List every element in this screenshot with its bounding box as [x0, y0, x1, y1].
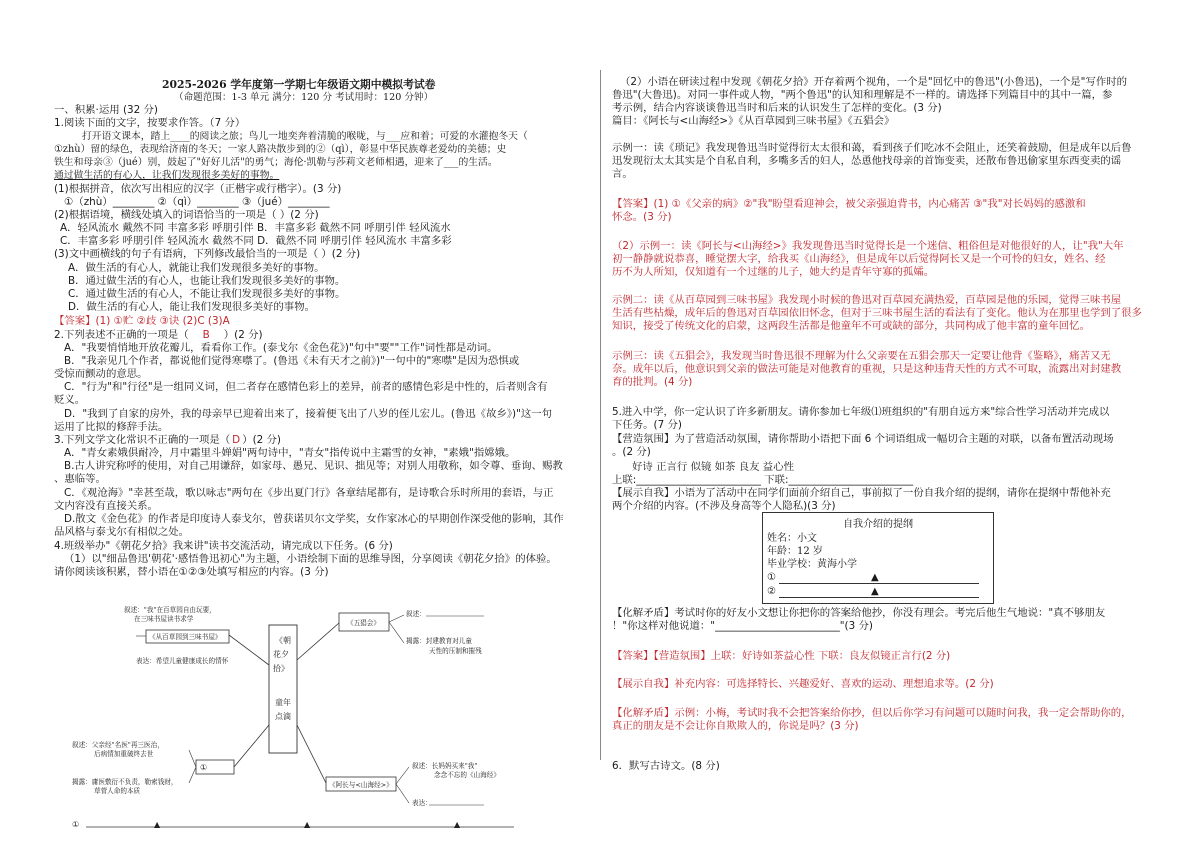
q4-answer-example: 生活有些枯燥，成年后的鲁迅对百草园依旧怀念，但对于三味书屋生活的看法有了变化。他认为在那里也学到了很多	[612, 307, 1142, 319]
mind-map-node-3-detail: 后病情加重破终去世	[94, 750, 154, 758]
q2-option: B．"我亲见几个作者，都说他们觉得寒噤了。(鲁迅《未有天才之前》)"一句中的"寒噤"是因为恐惧或	[64, 355, 520, 367]
q4-answer-example: 奈。成年以后，他意识到父亲的做法可能是对他教育的重视，只是这种违背天性的方式不可取，流露出对封建教	[612, 363, 1122, 375]
q4-sub2-cont: 考示例，结合内容谈谈鲁迅当时和后来的认识发生了怎样的变化。(3 分)	[612, 102, 942, 114]
q5-sub2: 【展示自我】小语为了活动中在同学们面前介绍自己，事前拟了一份自我介绍的提纲，请你在提纲中帮他补充	[612, 487, 1111, 499]
outline-age: 年龄：12 岁	[767, 546, 823, 557]
q1-option: D．做生活的有心人，能让我们发现很多美好的事物。	[68, 301, 315, 313]
q4-sub2-cont: 鲁迅"(大鲁迅)。对同一事件或人物，"两个鲁迅"的认知和理解是不一样的。请选择下列篇目中的其中一篇，参	[612, 89, 1113, 101]
q1-option: C．通过做生活的有心人，不能让我们发现很多美好的事物。	[68, 288, 346, 300]
q2-stem: 2.下列表述不正确的一项是（ B ）(2 分)	[54, 329, 263, 341]
mind-map-center-text: 花夕	[273, 650, 289, 659]
mind-map-node-3-detail: 揭露：庸医敷衍不负责，勒索钱财，	[72, 778, 178, 786]
q3-option-cont: 品风格与泰戈尔有相似之处。	[54, 526, 190, 538]
q3-answer: D	[232, 434, 241, 446]
q1-passage-line: 打开语文课本，踏上____的阅读之旅；鸟儿一地奕奔着清脆的喉咙，与___应和着；可爱的水灌抱冬天（	[82, 131, 528, 142]
mind-map-center-text: 《朝	[275, 636, 291, 645]
outline-blank-mark: ▲	[871, 572, 879, 583]
q6-stem: 6．默写古诗文。(8 分)	[612, 760, 720, 772]
mind-map-node-3-detail: 草菅人命的本质	[94, 787, 141, 795]
outline-blank-1: ①	[767, 572, 776, 583]
q1-answer: 【答案】(1) ①贮 ②歧 ③诀 (2)C (3)A	[54, 315, 230, 327]
q5-sub3-cont: ！"你这样对他说道："________________________"(3 分)	[612, 620, 873, 632]
mind-map-node-2-detail: 天性的压制和摧残	[429, 647, 482, 655]
q5-answer: 【展示自我】补充内容：可选择特长、兴趣爱好、喜欢的运动、理想追求等。(2 分)	[612, 678, 994, 690]
q4-answer: 【答案】(1) ①《父亲的病》②"我"盼望看迎神会，被父亲强迫背书，内心痛苦 ③"我"对长妈妈的感激和	[612, 198, 1086, 210]
q1-sub3: (3)文中画横线的句子有语病，下列修改最恰当的一项是（ ）(2 分)	[54, 248, 361, 260]
q1-option-row: C．丰富多彩 呼朋引伴 轻风流水 截然不同 D．截然不同 呼朋引伴 轻风流水 丰富多彩	[60, 235, 452, 247]
q1-passage-line: 铁生和母亲③（jué）别，鼓起了"好好儿活"的勇气；海伦·凯勒与莎莉文老师相遇，迎来了___的生活。	[54, 157, 498, 168]
q5-stem: 5.进入中学，你一定认识了许多新朋友。请你参加七年级⑴班组织的"有朋自远方来"综合性学习活动并完成以	[612, 406, 1110, 418]
q5-answer: 【答案】【营造氛围】上联：好诗如茶益心性 下联：良友似镜正言行(2 分)	[612, 650, 951, 662]
q2-option-cont: 受惊而颤动的意思。	[54, 368, 148, 380]
q5-words: 好诗 正言行 似镜 如茶 良友 益心性	[632, 461, 794, 473]
mind-map-node-4-detail: 表达：	[412, 799, 432, 807]
mind-map-node-2-title: 《五猖会》	[347, 619, 380, 627]
answer-blank-triangle: ▲	[154, 820, 161, 829]
q3-option: D.散文《金色花》的作者是印度诗人泰戈尔，曾获诺贝尔文学奖，女作家冰心的早期创作深受他的影响，其作	[64, 513, 564, 525]
q1-sub1: (1)根据拼音，依次写出相应的汉字（正楷字或行楷字）。(3 分)	[54, 183, 342, 195]
q4-answer-example: 育的批判。(4 分)	[612, 376, 693, 388]
q4-answer-example: 初一静静就说恭喜，睡觉摆大字，给我买《山海经》，但是成年以后觉得阿长又是一个可怜的妇女，姓名、经	[612, 253, 1106, 265]
mind-map-center-text: 童年	[275, 698, 291, 707]
q4-sub1: （1）以"细品鲁迅'朝花'·感悟鲁迅初心"为主题，小语绘制下面的思维导图，分享阅读《朝花夕拾》的体验。	[64, 553, 557, 565]
mind-map-center-text: 拾》	[273, 664, 289, 673]
q4-answer-example: 知识，接受了传统文化的启蒙，这两段生活都是他童年不可或缺的部分，共同构成了他丰富的童年回忆。	[612, 320, 1090, 332]
q4-stem: 4.班级举办"《朝花夕拾》我来讲"读书交流活动，请完成以下任务。(6 分)	[54, 540, 393, 552]
mind-map-node-2-detail: 揭露：封建教育对儿童	[406, 637, 472, 645]
mind-map-node-4-title: 《阿长与<山海经>》	[329, 781, 393, 789]
q4-sub2-list: 篇目：《阿长与<山海经>》《从百草园到三味书屋》《五猖会》	[612, 115, 895, 127]
q4-answer: 怀念。(3 分)	[612, 211, 672, 223]
q2-answer: B	[202, 329, 210, 341]
outline-title: 自我介绍的提纲	[843, 519, 913, 530]
q5-sub3: 【化解矛盾】考试时你的好友小文想让你把你的答案给他抄，你没有理会。考完后他生气地说："真不够朋友	[612, 607, 1106, 619]
outline-blank-mark: ▲	[871, 586, 879, 597]
example-text: 言。	[612, 168, 633, 180]
q1-passage-underlined: 通过做生活的有心人，让我们发现很多美好的事物。	[54, 170, 280, 181]
example-text: 迅发现衍太太其实是个自私自利，多嘴多舌的妇人，怂恿他找母亲的首饰变卖，还散布鲁迅偷家里东西变卖的谣	[612, 155, 1122, 167]
q5-stem-cont: 下任务。(7 分)	[612, 419, 682, 431]
q3-option-cont: 文内容没有直接关系。	[54, 500, 158, 512]
q2-option-cont: 运用了比拟的修辞手法。	[54, 421, 169, 433]
q2-option: C．"行为"和"行径"是一组同义词，但二者存在感情色彩上的差异，前者的感情色彩是中性的，后者则含有	[64, 381, 548, 393]
self-intro-outline-box	[762, 512, 994, 604]
q3-option: B.古人讲究称呼的使用，对自己用谦辞，如家母、愚兄、见识、拙见等；对别人用敬称，如令尊、垂询、赐教	[64, 460, 563, 472]
q1-passage-line: ①zhù）留的绿色，表现给济南的冬天；一家人路决散步到的②（qì），彰显中华民族尊老爱幼的美德；史	[54, 144, 507, 155]
q1-option: B．通过做生活的有心人，也能让我们发现很多美好的事物。	[68, 275, 346, 287]
mind-map-node-1-detail: 叙述："我"在百草园自由玩要，	[124, 606, 216, 614]
q1-pinyin: ①（zhù）________ ②（qì）________ ③（jué）________	[64, 196, 330, 208]
mind-map-node-1-detail: 表达：希望儿童健康成长的情怀	[136, 657, 229, 665]
q3-option-cont: 、惠临等。	[54, 473, 106, 485]
outline-line-2	[779, 597, 979, 598]
q4-answer-example: 历不为人所知，仅知道有一个过继的儿子，她大约是青年守寡的孤孀。	[612, 266, 935, 278]
exam-subtitle: （命题范围：1-3 单元 满分：120 分 考试用时：120 分钟）	[174, 92, 434, 103]
q1-stem: 1.阅读下面的文字，按要求作答。（7 分）	[54, 117, 246, 129]
mind-map-node-4-detail: 叙述：长妈妈买来"我"	[412, 762, 478, 770]
outline-line-1	[779, 583, 979, 584]
mind-map-node-1-detail: 在三味书屋读书求学	[134, 615, 194, 623]
q3-option: C．《观沧海》"幸甚至哉，歌以咏志"两句在《步出夏门行》各章结尾都有，是诗歌合乐时所用的套语，与正	[64, 487, 554, 499]
mind-map-node-1-title: 《从百草园到三味书屋》	[149, 633, 222, 641]
q5-answer: 真正的朋友是不会让你自欺欺人的，你说是吗？(3 分)	[612, 720, 859, 732]
answer-blank-triangle: ▲	[304, 820, 311, 829]
section-heading: 一、积累·运用 (32 分)	[54, 104, 158, 116]
q4-answer-example: 示例二：读《从百草园到三味书屋》我发现小时候的鲁迅对百草园充满热爱，百草园是他的乐园，觉得三味书屋	[612, 294, 1122, 306]
column-divider	[600, 70, 601, 760]
exam-title: 2025-2026 学年度第一学期七年级语文期中模拟考试卷	[162, 78, 436, 91]
q4-answer-example: （2）示例一：读《阿长与<山海经>》我发现鲁迅当时觉得长是一个迷信、粗俗但是对他很好的人，让"我"大年	[612, 240, 1124, 252]
q2-option-cont: 贬义。	[54, 394, 86, 406]
q5-sub1: 【营造氛围】为了营造活动氛围，请你帮助小语把下面 6 个词语组成一幅切合主题的对联，以备布置活动现场	[612, 433, 1114, 445]
q2-option: A．"我要悄悄地开放花瓣儿，看看你工作。(泰戈尔《金色花》)"句中"要""工作"词性都是动词。	[64, 342, 498, 354]
q4-sub2: （2）小语在研读过程中发现《朝花夕拾》开存着两个视角，一个是"回忆中的鲁迅"(小鲁迅)，一个是"写作时的	[620, 76, 1128, 88]
q4-answer-example: 示例三：读《五猖会》，我发现当时鲁迅很不理解为什么父亲要在五猖会那天一定要让他背《鉴略》，痛苦又无	[612, 350, 1111, 362]
example-text: 示例一：读《琐记》我发现鲁迅当时觉得衍太太很和蔼，看到孩子们吃冰不会阻止，还笑着鼓励，但是成年以后鲁	[612, 142, 1132, 154]
q5-sub1-cont: 。(2 分)	[612, 446, 651, 458]
answer-blank-triangle: ▲	[454, 820, 461, 829]
q1-option-row: A．轻风流水 戴然不同 丰富多彩 呼朋引伴 B．丰富多彩 截然不同 呼朋引伴 轻风流水	[60, 222, 451, 234]
outline-name: 姓名：小文	[767, 533, 817, 544]
q5-sub2-cont: 两个介绍的内容。(不涉及身高等个人隐私)(3 分)	[612, 500, 836, 512]
q1-option: A．做生活的有心人，就能让我们发现很多美好的事物。	[68, 262, 325, 274]
q3-option: A．"青女素娥俱耐冷，月中霜里斗婵娟"两句诗中，"青女"指传说中主霜雪的女神，"素娥"指嫦娥。	[64, 447, 516, 459]
q2-option: D．"我到了自家的房外，我的母亲早已迎着出来了，接着便飞出了八岁的侄儿宏儿。(鲁迅《故乡》)"这一句	[64, 408, 553, 420]
mind-map-node-3-detail: 叙述：父亲经"名医"再三医治，	[72, 741, 164, 749]
q5-couplet-blanks: 上联:________________________ 下联:________________________	[612, 474, 914, 486]
mind-map-node-4-detail: 念念不忘的《山海经》	[434, 771, 500, 779]
outline-blank-2: ②	[767, 586, 776, 597]
q4-sub1-cont: 请你阅读该积累，替小语在①②③处填写相应的内容。(3 分)	[54, 566, 329, 578]
mind-map-node-2-detail: 叙述：	[406, 610, 426, 618]
mind-map-blank-mark: ①	[200, 763, 208, 772]
mind-map-center-text: 点滴	[275, 712, 291, 721]
q3-stem: 3.下列文学文化常识不正确的一项是（ D ）(2 分)	[54, 434, 281, 446]
q5-answer: 【化解矛盾】示例：小梅，考试时我不会把答案给你抄，但以后你学习有问题可以随时问我，我一定会帮助你的，	[612, 707, 1132, 719]
outline-school: 毕业学校：黄海小学	[767, 559, 857, 570]
q1-sub2: (2)根据语境，横线处填入的词语恰当的一项是（ ）(2 分)	[54, 209, 319, 221]
mind-map	[64, 605, 524, 835]
answer-blank-mark: ①	[72, 820, 80, 829]
